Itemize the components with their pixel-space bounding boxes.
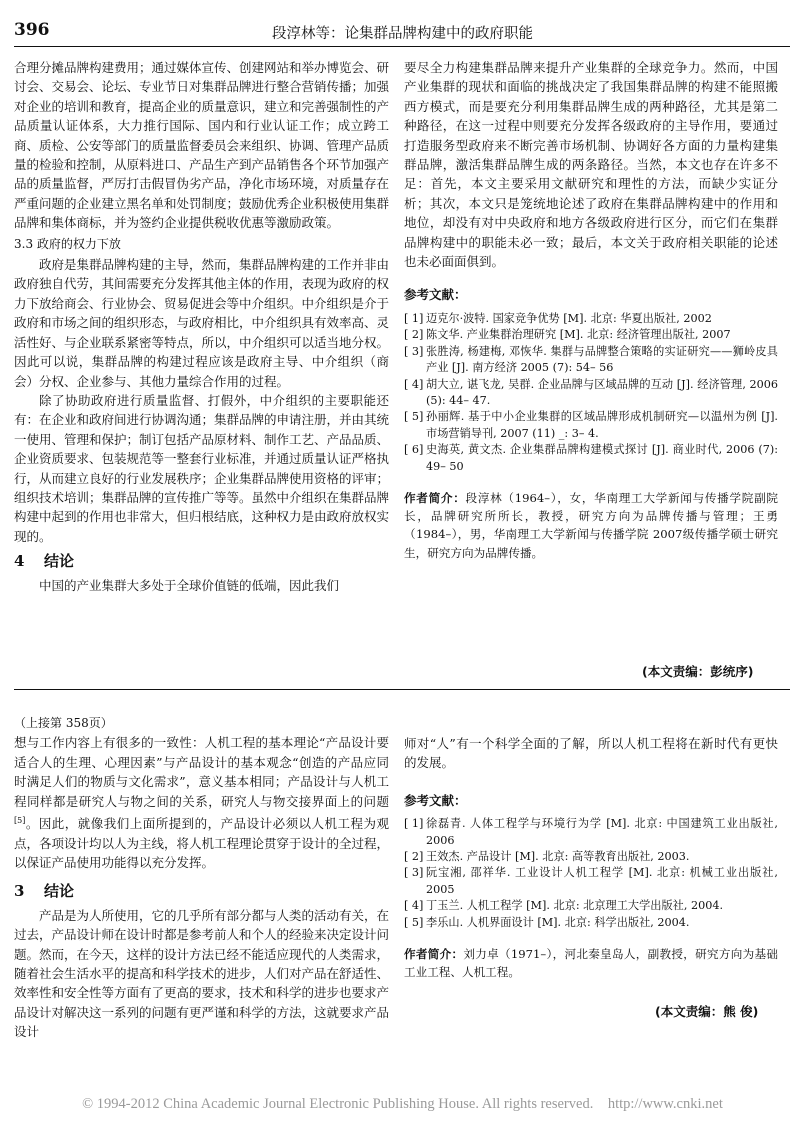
reference-number: [ 5] <box>404 915 424 929</box>
continued-note: （上接第 358页） <box>14 716 113 730</box>
reference-item <box>404 849 778 865</box>
section-number: 4 <box>14 552 25 571</box>
article-divider <box>14 689 790 690</box>
reference-number: [ 3] <box>404 344 424 358</box>
copyright-footer: © 1994-2012 China Academic Journal Electronic Publishing House. All rights reserved. http://www.cnki.net <box>82 1096 723 1112</box>
reference-number: [ 4] <box>404 899 424 913</box>
paragraph <box>14 733 389 872</box>
author-bio-text: 刘力卓（1971–），河北秦皇岛人，副教授，研究方向为基础工业工程、人机工程。 <box>404 947 778 980</box>
top-right-column <box>404 58 778 562</box>
author-bio-label: 作者简介： <box>404 490 466 505</box>
reference-number: [ 1] <box>404 817 424 831</box>
reference-text: 迈克尔·波特. 国家竞争优势 [M]. 北京: 华夏出版社, 2002 <box>426 311 712 325</box>
reference-text: 阮宝湘, 邵祥华. 工业设计人机工程学 [M]. 北京: 机械工业出版社, 2005 <box>426 866 778 896</box>
section-title: 结论 <box>44 552 75 571</box>
page-number: 396 <box>14 20 50 40</box>
reference-number: [ 1] <box>404 311 424 325</box>
reference-item <box>404 816 778 849</box>
reference-text: 徐磊青. 人体工程学与环境行为学 [M]. 北京: 中国建筑工业出版社, 2006 <box>426 817 778 847</box>
section-heading <box>14 552 389 571</box>
author-bio-label: 作者简介： <box>404 947 464 962</box>
editor-note: (本文责编：熊 俊) <box>655 1004 759 1019</box>
reference-number: [ 2] <box>404 328 424 342</box>
reference-item <box>404 915 778 931</box>
section-title: 结论 <box>44 882 75 901</box>
reference-text: 丁玉兰. 人机工程学 [M]. 北京: 北京理工大学出版社, 2004. <box>426 899 723 913</box>
paragraph: 政府是集群品牌构建的主导，然而，集群品牌构建的工作并非由政府独自代劳，其间需要充分发挥其他主体的作用，表现为政府的权力下放给商会、行业协会、贸易促进会等中介组织。中介组织是介于政府和市场之间的组织形态，与政府相比，中介组织具有效率高、灵活性好、与企业联系紧密等特点，所以，中介组织可以适当地分权。因此可以说，集群品牌的构建过程应该是政府主导、中介组织（商会）分权、企业参与、其他力量综合作用的过程。 <box>14 257 390 389</box>
reference-text: 李乐山. 人机界面设计 [M]. 北京: 科学出版社, 2004. <box>426 915 690 929</box>
paragraph: 中国的产业集群大多处于全球价值链的低端，因此我们 <box>39 577 340 593</box>
paragraph: 合理分摊品牌构建费用；通过媒体宣传、创建网站和举办博览会、研讨会、交易会、论坛、专业节日对集群品牌进行整合营销传播；加强对企业的培训和教育，提高企业的质量意识，建立和完善强制性的产品质量认证体系，大力推行国际、国内和行业认证工作；成立跨工商、质检、公安等部门的质量监督委员会来组织、协调、管理产品质量的检验和控制，从原料进口、产品生产到产品销售各个环节加强产品的质量监督，严厉打击假冒伪劣产品，净化市场环境，对质量存在严重问题的企业建立黑名单和处罚制度；鼓励优秀企业积极使用集群品牌和集体商标，并为签约企业提供税收优惠等激励政策。 <box>14 60 390 231</box>
reference-item <box>404 442 778 475</box>
reference-item <box>404 327 778 343</box>
author-bio <box>404 945 778 981</box>
reference-text: 陈文华. 产业集群治理研究 [M]. 北京: 经济管理出版社, 2007 <box>426 328 731 342</box>
citation: [5] <box>14 816 26 826</box>
section-number: 3 <box>14 882 25 901</box>
bottom-right-column <box>404 734 778 981</box>
reference-number: [ 2] <box>404 850 424 864</box>
reference-text: 史海英, 黄文杰. 企业集群品牌构建模式探讨 [J]. 商业时代, 2006 (7): 49– 50 <box>426 443 778 473</box>
header-rule <box>14 46 790 47</box>
reference-item <box>404 865 778 898</box>
reference-number: [ 4] <box>404 377 424 391</box>
reference-text: 孙丽辉. 基于中小企业集群的区域品牌形成机制研究—以温州为例 [J]. 市场营销导刊, 2007 (11) _: 3– 4. <box>426 410 778 440</box>
reference-number: [ 6] <box>404 443 424 457</box>
reference-text: 张胜涛, 杨建梅, 邓恢华. 集群与品牌整合策略的实证研究——狮岭皮具产业 [J]. 南方经济 2005 (7): 54– 56 <box>426 344 778 375</box>
references-heading: 参考文献： <box>404 287 467 303</box>
author-bio <box>404 489 778 562</box>
paragraph-text: 想与工作内容上有很多的一致性：人机工程的基本理论“产品设计要适合人的生理、心理因素”与产品设计的基本观念“创造的产品应同时满足人们的物质与文化需求”，意义基本相同；产品设计与人机工程同样都是研究人与物之间的关系，研究人与物交接界面上的问题 <box>14 735 389 809</box>
reference-item <box>404 377 778 410</box>
section-heading <box>14 882 389 901</box>
author-bio-text: 段淳林（1964–），女，华南理工大学新闻与传播学院副院长，品牌研究所所长，教授，研究方向为品牌传播与管理；王勇（1984–），男，华南理工大学新闻与传播学院 2007级传播学硕士研究生，研究方向为品牌传播。 <box>404 490 778 560</box>
reference-number: [ 3] <box>404 866 424 880</box>
reference-item <box>404 409 778 442</box>
paragraph: 师对“人”有一个科学全面的了解，所以人机工程将在新时代有更快的发展。 <box>404 736 778 771</box>
bottom-left-column <box>14 714 389 1042</box>
reference-list <box>404 816 778 931</box>
reference-text: 胡大立, 谌飞龙, 吴群. 企业品牌与区域品牌的互动 [J]. 经济管理, 2006 (5): 44– 47. <box>426 377 778 407</box>
reference-item <box>404 311 778 327</box>
reference-number: [ 5] <box>404 410 424 424</box>
paragraph-text: 。因此，就像我们上面所提到的，产品设计必须以人机工程为观点，各项设计均以人为主线，将人机工程理论贯穿于设计的全过程，以保证产品使用功能得以充分发挥。 <box>14 816 390 870</box>
reference-text: 王效杰. 产品设计 [M]. 北京: 高等教育出版社, 2003. <box>426 850 690 864</box>
paragraph: 除了协助政府进行质量监督、打假外，中介组织的主要职能还有：在企业和政府间进行协调沟通；集群品牌的申请注册，并由其统一使用、管理和保护；制订包括产品原材料、制作工艺、产品品质、企业资质要求、包装规范等一整套行业标准，并通过质量认证严格执行，从而建立良好的行业发展秩序；企业集群品牌使用资格的评审；组织技术培训；集群品牌的宣传推广等等。虽然中介组织在集群品牌构建中起到的作用也非常大，但归根结底，这种权力是由政府放权实现的。 <box>14 392 390 544</box>
reference-item <box>404 898 778 914</box>
top-left-column <box>14 58 389 595</box>
paragraph: 产品是为人所使用，它的几乎所有部分都与人类的活动有关，在过去，产品设计师在设计时都是参考前人和个人的经验来决定设计问题。然而，在今天，这样的设计方法已经不能适应现代的人类需求，随着社会生活水平的提高和科学技术的进步，人们对产品在舒适性、效率性和安全性等方面有了更高的要求，技术和科学的进步也要求产品设计对解决这一系列的问题有更严谨和科学的方法，这就要求产品设计 <box>14 907 390 1040</box>
subsection-heading: 3.3 政府的权力下放 <box>14 236 121 251</box>
paragraph: 要尽全力构建集群品牌来提升产业集群的全球竞争力。然而，中国产业集群的现状和面临的挑战决定了我国集群品牌的构建不能照搬西方模式，而是要充分利用集群品牌生成的两种路径，尤其是第二种路径，在这一过程中则要充分发挥各级政府的主导作用，要通过打造服务型政府来不断完善市场机制、协调好各方面的力量构建集群品牌，激活集群品牌生成的两条路径。当然，本文也存在许多不足：首先，本文主要采用文献研究和理性的方法，而缺少实证分析；其次，本文只是笼统地论述了政府在集群品牌构建中的作用和地位，却没有对中央政府和地方各级政府进行区分，而它们在集群品牌构建中的职能未必一致；最后，本文关于政府相关职能的论述也未必面面俱到。 <box>404 60 778 270</box>
references-heading: 参考文献： <box>404 792 467 808</box>
running-title: 段淳林等：论集群品牌构建中的政府职能 <box>272 26 533 42</box>
reference-item <box>404 344 778 377</box>
editor-note: (本文责编：彭统序) <box>642 664 754 679</box>
reference-list <box>404 311 778 475</box>
